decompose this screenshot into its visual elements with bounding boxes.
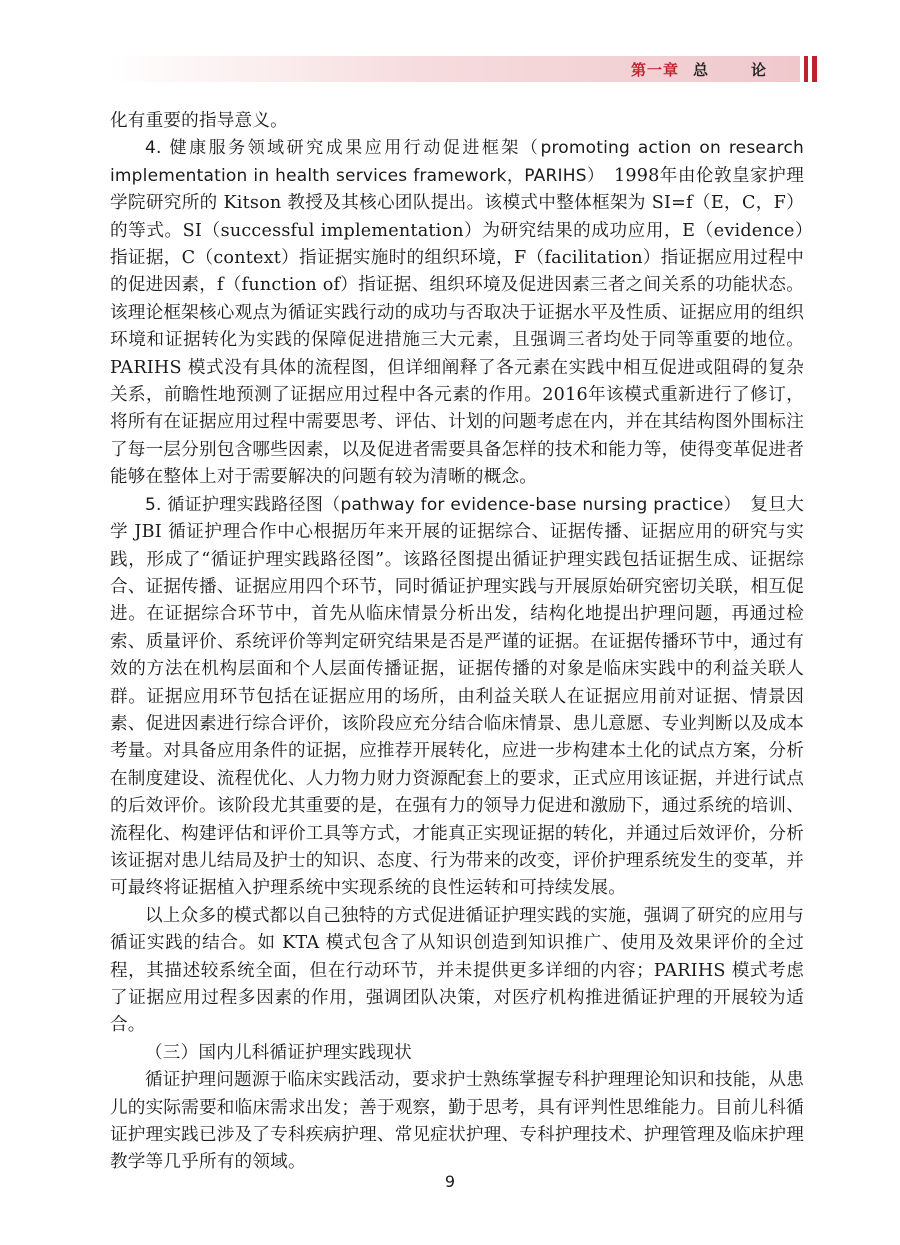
section-4-text: 1998年由伦敦皇家护理学院研究所的 Kitson 教授及其核心团队提出。该模式中整体框架为 SI=f（E，C，F）的等式。SI（successful implementation）为研究结果的成功应用，E（evidence）指证据，C（context）指证据实施时的组织环境，F（facilitation）指证据应用过程中的促进因素，f（function of）指证据、组织环境及促进因素三者之间关系的功能状态。该理论框架核心观点为循证实践行动的成功与否取决于证据水平及性质、证据应用的组织环境和证据转化为实践的保障促进措施三大元素，且强调三者均处于同等重要的地位。PARIHS 模式没有具体的流程图，但详细阐释了各元素在实践中相互促进或阻碍的复杂关系，前瞻性地预测了证据应用过程中各元素的作用。2016年该模式重新进行了修订，将所有在证据应用过程中需要思考、评估、计划的问题考虑在内，并在其结构图外围标注了每一层分别包含哪些因素，以及促进者需要具备怎样的技术和能力等，使得变革促进者能够在整体上对于需要解决的问题有较为清晰的概念。 xyxy=(110,165,804,488)
chapter-title: 总 论 xyxy=(692,61,780,79)
chapter-label: 第一章 xyxy=(630,61,679,79)
paragraph-domestic: 循证护理问题源于临床实践活动，要求护士熟练掌握专科护理理论知识和技能，从患儿的实际需要和临床需求出发；善于观察，勤于思考，具有评判性思维能力。目前儿科循证护理实践已涉及了专科疾病护理、常见症状护理、专科护理技术、护理管理及临床护理教学等几乎所有的领域。 xyxy=(110,1070,804,1173)
page-body xyxy=(110,108,804,1177)
paragraph-pathway xyxy=(110,492,804,903)
paragraph-continued: 化有重要的指导意义。 xyxy=(110,111,288,131)
section-5-text: 复旦大学 JBI 循证护理合作中心根据历年来开展的证据综合、证据传播、证据应用的研究与实践，形成了“循证护理实践路径图”。该路径图提出循证护理实践包括证据生成、证据综合、证据传播、证据应用四个环节，同时循证护理实践与开展原始研究密切关联，相互促进。在证据综合环节中，首先从临床情景分析出发，结构化地提出护理问题，再通过检索、质量评价、系统评价等判定研究结果是否是严谨的证据。在证据传播环节中，通过有效的方法在机构层面和个人层面传播证据，证据传播的对象是临床实践中的利益关联人群。证据应用环节包括在证据应用的场所，由利益关联人在证据应用前对证据、情景因素、促进因素进行综合评价，该阶段应充分结合临床情景、患儿意愿、专业判断以及成本考量。对具备应用条件的证据，应推荐开展转化，应进一步构建本土化的试点方案，分析在制度建设、流程优化、人力物力财力资源配套上的要求，正式应用该证据，并进行试点的后效评价。该阶段尤其重要的是，在强有力的领导力促进和激励下，通过系统的培训、流程化、构建评估和评价工具等方式，才能真正实现证据的转化，并通过后效评价，分析该证据对患儿结局及护士的知识、态度、行为带来的改变，评价护理系统发生的变革，并可最终将证据植入护理系统中实现系统的良性运转和可持续发展。 xyxy=(110,494,805,899)
section-4-heading: 4. 健康服务领域研究成果应用行动促进框架（promoting action on research implementation in health services framework，PARIHS） xyxy=(110,138,804,186)
page-number: 9 xyxy=(444,1172,456,1191)
subsection-3-heading: （三）国内儿科循证护理实践现状 xyxy=(145,1042,412,1063)
paragraph-parihs xyxy=(110,135,804,491)
header-bar-decoration xyxy=(804,56,808,82)
header-text xyxy=(631,59,780,80)
section-5-heading: 5. 循证护理实践路径图（pathway for evidence-base nursing practice） xyxy=(145,494,733,515)
running-header xyxy=(110,56,818,82)
paragraph-summary: 以上众多的模式都以自己独特的方式促进循证护理实践的实施，强调了研究的应用与循证实践的结合。如 KTA 模式包含了从知识创造到知识推广、使用及效果评价的全过程，其描述较系统全面，但在行动环节，并未提供更多详细的内容；PARIHS 模式考虑了证据应用过程多因素的作用，强调团队决策，对医疗机构推进循证护理的开展较为适合。 xyxy=(110,905,804,1036)
header-bar-decoration xyxy=(812,56,817,82)
